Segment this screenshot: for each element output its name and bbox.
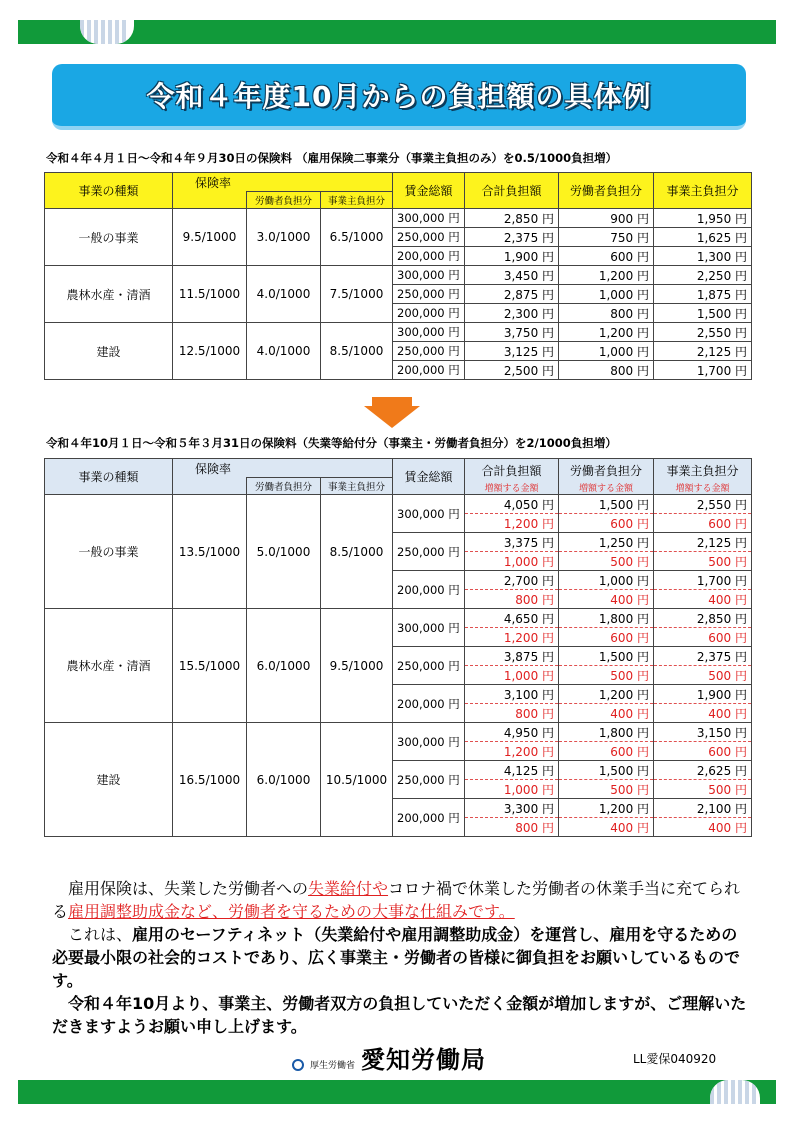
page-title: 令和４年度10月からの負担額の具体例 [146, 80, 652, 113]
total-burden: 2,500 円 [465, 361, 559, 380]
header-increase-note: 増額する金額 [579, 483, 634, 494]
worker-burden: 1,250 円 [559, 533, 654, 552]
paragraph-2 [52, 923, 752, 992]
worker-burden: 1,200 円 [559, 323, 654, 342]
wage-total: 300,000 円 [393, 495, 465, 533]
worker-increase: 400 円 [559, 704, 654, 723]
employer-burden: 1,625 円 [654, 228, 752, 247]
wage-total: 250,000 円 [393, 647, 465, 685]
worker-increase: 600 円 [559, 514, 654, 533]
total-burden: 3,125 円 [465, 342, 559, 361]
insurance-rate: 15.5/1000 [173, 609, 247, 723]
header-increase-note: 増額する金額 [484, 483, 539, 494]
worker-burden: 800 円 [559, 304, 654, 323]
employer-burden: 1,700 円 [654, 571, 752, 590]
total-burden: 3,875 円 [465, 647, 559, 666]
employer-increase: 400 円 [654, 818, 752, 837]
table1-body [45, 209, 752, 380]
table-before-october [44, 172, 752, 380]
employer-burden: 2,250 円 [654, 266, 752, 285]
employer-rate: 9.5/1000 [321, 609, 393, 723]
industry-type: 一般の事業 [45, 209, 173, 266]
total-burden: 4,125 円 [465, 761, 559, 780]
employer-burden: 2,100 円 [654, 799, 752, 818]
p1-highlight-benefits: 失業給付や [308, 879, 389, 898]
total-increase: 800 円 [465, 818, 559, 837]
p1-text-a: 雇用保険は、失業した労働者への [68, 879, 309, 898]
total-burden: 3,375 円 [465, 533, 559, 552]
total-burden: 2,850 円 [465, 209, 559, 228]
p2-text-a: これは、 [68, 925, 133, 944]
worker-burden: 1,500 円 [559, 761, 654, 780]
header-wage: 賃金総額 [393, 459, 465, 495]
header-worker-share: 労働者負担分 [247, 478, 321, 495]
header-employer-share: 事業主負担分 [321, 478, 393, 495]
worker-rate: 5.0/1000 [247, 495, 321, 609]
header-type: 事業の種類 [45, 459, 173, 495]
employer-burden: 3,150 円 [654, 723, 752, 742]
table-from-october [44, 458, 752, 837]
header-total-label: 合計負担額 [481, 463, 542, 478]
wage-total: 200,000 円 [393, 799, 465, 837]
total-burden: 1,900 円 [465, 247, 559, 266]
total-increase: 1,000 円 [465, 780, 559, 799]
header-total: 合計負担額 [465, 173, 559, 209]
header-spacer [173, 478, 247, 495]
document-code: LL愛保040920 [633, 1052, 717, 1066]
table-row [45, 323, 752, 342]
ministry-logo-icon [292, 1059, 304, 1071]
total-burden: 2,875 円 [465, 285, 559, 304]
table1-caption: 令和４年４月１日～令和４年９月30日の保険料 （雇用保険二事業分（事業主負担のみ）を0.5/1000負担増） [46, 151, 618, 165]
wage-total: 250,000 円 [393, 285, 465, 304]
employer-burden: 1,875 円 [654, 285, 752, 304]
employer-increase: 500 円 [654, 666, 752, 685]
worker-burden: 1,500 円 [559, 647, 654, 666]
worker-increase: 600 円 [559, 742, 654, 761]
header-rate: 保険率 [173, 459, 393, 478]
table-row [45, 609, 752, 628]
p1-text-c: コロナ禍で休業した労働者の休業手当に充てられる [52, 879, 741, 921]
table-row [45, 723, 752, 742]
wage-total: 300,000 円 [393, 209, 465, 228]
employer-burden: 2,125 円 [654, 342, 752, 361]
total-burden: 3,750 円 [465, 323, 559, 342]
employer-rate: 10.5/1000 [321, 723, 393, 837]
bottom-band [18, 1080, 776, 1104]
header-rate: 保険率 [173, 173, 393, 192]
total-burden: 4,050 円 [465, 495, 559, 514]
bureau-name: 愛知労働局 [361, 1046, 487, 1074]
worker-increase: 500 円 [559, 666, 654, 685]
total-increase: 1,200 円 [465, 742, 559, 761]
header-total [465, 459, 559, 495]
worker-increase: 500 円 [559, 780, 654, 799]
wage-total: 300,000 円 [393, 609, 465, 647]
employer-burden: 2,375 円 [654, 647, 752, 666]
header-rate-blank [173, 192, 247, 209]
employer-rate: 7.5/1000 [321, 266, 393, 323]
header-employer-label: 事業主負担分 [666, 463, 739, 478]
industry-type: 農林水産・清酒 [45, 266, 173, 323]
header-worker-label: 労働者負担分 [570, 463, 643, 478]
top-band [18, 20, 776, 44]
employer-increase: 400 円 [654, 704, 752, 723]
wage-total: 250,000 円 [393, 761, 465, 799]
header-wage: 賃金総額 [393, 173, 465, 209]
header-increase-note: 増額する金額 [675, 483, 730, 494]
total-burden: 3,100 円 [465, 685, 559, 704]
table2-header [45, 459, 752, 495]
header-employer [654, 459, 752, 495]
worker-burden: 1,000 円 [559, 285, 654, 304]
employer-burden: 2,625 円 [654, 761, 752, 780]
worker-rate: 4.0/1000 [247, 266, 321, 323]
wage-total: 200,000 円 [393, 685, 465, 723]
paragraph-1 [52, 877, 752, 923]
worker-increase: 400 円 [559, 818, 654, 837]
employer-increase: 600 円 [654, 628, 752, 647]
total-increase: 1,200 円 [465, 514, 559, 533]
worker-burden: 1,000 円 [559, 342, 654, 361]
table-row [45, 495, 752, 514]
worker-burden: 900 円 [559, 209, 654, 228]
employer-burden: 1,300 円 [654, 247, 752, 266]
worker-burden: 1,500 円 [559, 495, 654, 514]
employer-burden: 2,850 円 [654, 609, 752, 628]
employer-increase: 500 円 [654, 552, 752, 571]
total-increase: 1,000 円 [465, 666, 559, 685]
total-increase: 800 円 [465, 704, 559, 723]
worker-burden: 800 円 [559, 361, 654, 380]
wage-total: 300,000 円 [393, 723, 465, 761]
worker-burden: 1,200 円 [559, 266, 654, 285]
industry-type: 建設 [45, 323, 173, 380]
worker-burden: 1,200 円 [559, 799, 654, 818]
p2-text-b: 雇用のセーフティネット（失業給付や雇用調整助成金）を運営し、雇用を守るための必要最小限の社会的コストであり、広く事業主・労働者の皆様に御負担をお願いしているものです。 [52, 925, 741, 990]
header-employer: 事業主負担分 [654, 173, 752, 209]
title-banner [52, 64, 746, 130]
header-worker-share: 労働者負担分 [247, 192, 321, 209]
wage-total: 250,000 円 [393, 533, 465, 571]
employer-rate: 8.5/1000 [321, 495, 393, 609]
worker-burden: 600 円 [559, 247, 654, 266]
wage-total: 300,000 円 [393, 323, 465, 342]
wage-total: 200,000 円 [393, 571, 465, 609]
decorative-stripe [710, 1080, 760, 1104]
worker-increase: 500 円 [559, 552, 654, 571]
insurance-rate: 12.5/1000 [173, 323, 247, 380]
header-employer-share: 事業主負担分 [321, 192, 393, 209]
worker-increase: 400 円 [559, 590, 654, 609]
table2-body [45, 495, 752, 837]
employer-burden: 2,550 円 [654, 495, 752, 514]
header-type: 事業の種類 [45, 173, 173, 209]
wage-total: 200,000 円 [393, 247, 465, 266]
employer-burden: 2,550 円 [654, 323, 752, 342]
insurance-rate: 9.5/1000 [173, 209, 247, 266]
header-worker [559, 459, 654, 495]
employer-increase: 600 円 [654, 742, 752, 761]
wage-total: 250,000 円 [393, 342, 465, 361]
worker-burden: 1,000 円 [559, 571, 654, 590]
employer-increase: 500 円 [654, 780, 752, 799]
wage-total: 300,000 円 [393, 266, 465, 285]
employer-rate: 8.5/1000 [321, 323, 393, 380]
header-worker: 労働者負担分 [559, 173, 654, 209]
wage-total: 200,000 円 [393, 361, 465, 380]
worker-burden: 750 円 [559, 228, 654, 247]
explanation-text [52, 877, 752, 1038]
bureau-logo [292, 1040, 486, 1075]
employer-burden: 2,125 円 [654, 533, 752, 552]
total-burden: 4,650 円 [465, 609, 559, 628]
total-burden: 2,375 円 [465, 228, 559, 247]
insurance-rate: 16.5/1000 [173, 723, 247, 837]
worker-rate: 4.0/1000 [247, 323, 321, 380]
employer-burden: 1,500 円 [654, 304, 752, 323]
total-increase: 800 円 [465, 590, 559, 609]
employer-rate: 6.5/1000 [321, 209, 393, 266]
employer-burden: 1,700 円 [654, 361, 752, 380]
industry-type: 建設 [45, 723, 173, 837]
p1-highlight-subsidy: 雇用調整助成金など、労働者を守るための大事な仕組みです。 [68, 902, 515, 921]
ministry-name: 厚生労働省 [310, 1061, 356, 1071]
total-burden: 4,950 円 [465, 723, 559, 742]
insurance-rate: 11.5/1000 [173, 266, 247, 323]
worker-burden: 1,800 円 [559, 723, 654, 742]
insurance-rate: 13.5/1000 [173, 495, 247, 609]
total-burden: 3,300 円 [465, 799, 559, 818]
total-burden: 3,450 円 [465, 266, 559, 285]
employer-burden: 1,900 円 [654, 685, 752, 704]
decorative-stripe [80, 20, 134, 44]
table-row [45, 209, 752, 228]
industry-type: 一般の事業 [45, 495, 173, 609]
worker-increase: 600 円 [559, 628, 654, 647]
industry-type: 農林水産・清酒 [45, 609, 173, 723]
table-row [45, 266, 752, 285]
worker-rate: 6.0/1000 [247, 723, 321, 837]
wage-total: 200,000 円 [393, 304, 465, 323]
employer-increase: 600 円 [654, 514, 752, 533]
wage-total: 250,000 円 [393, 228, 465, 247]
worker-rate: 6.0/1000 [247, 609, 321, 723]
table2-caption: 令和４年10月１日～令和５年３月31日の保険料（失業等給付分（事業主・労働者負担分）を2/1000負担増） [46, 436, 617, 450]
total-burden: 2,300 円 [465, 304, 559, 323]
worker-burden: 1,800 円 [559, 609, 654, 628]
total-increase: 1,200 円 [465, 628, 559, 647]
worker-rate: 3.0/1000 [247, 209, 321, 266]
worker-burden: 1,200 円 [559, 685, 654, 704]
employer-increase: 400 円 [654, 590, 752, 609]
paragraph-3: 令和４年10月より、事業主、労働者双方の負担していただく金額が増加しますが、ご理解いただきますようお願い申し上げます。 [52, 994, 747, 1036]
employer-burden: 1,950 円 [654, 209, 752, 228]
total-increase: 1,000 円 [465, 552, 559, 571]
total-burden: 2,700 円 [465, 571, 559, 590]
